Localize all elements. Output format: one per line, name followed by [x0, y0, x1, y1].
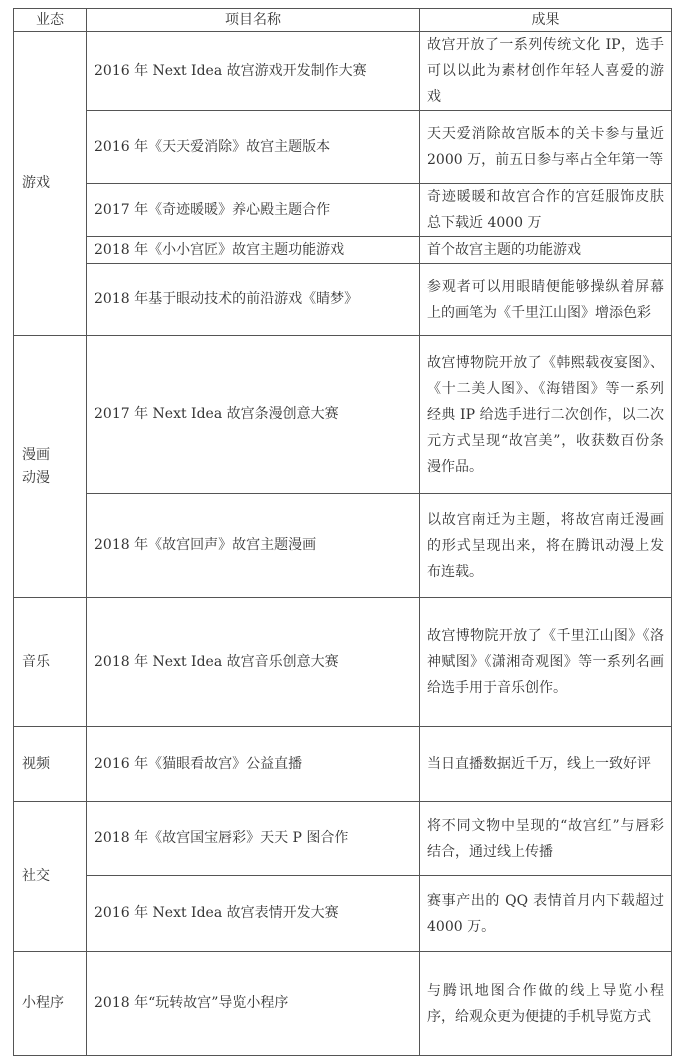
project-name-cell: 2018 年《故宫国宝唇彩》天天 P 图合作 — [87, 802, 420, 876]
category-cell — [14, 727, 87, 802]
category-label: 音乐 — [22, 653, 50, 670]
project-name-cell: 2018 年《故宫回声》故宫主题漫画 — [87, 494, 420, 598]
table-row — [14, 494, 672, 598]
header-row — [14, 9, 672, 32]
project-name-cell: 2017 年《奇迹暖暖》养心殿主题合作 — [87, 184, 420, 237]
category-label: 视频 — [22, 755, 50, 772]
category-cell — [14, 802, 87, 952]
category-cell — [14, 32, 87, 336]
result-cell: 将不同文物中呈现的“故宫红”与唇彩结合，通过线上传播 — [420, 802, 672, 876]
category-cell — [14, 336, 87, 598]
category-label: 漫画动漫 — [22, 446, 50, 486]
project-name-cell: 2016 年 Next Idea 故宫游戏开发制作大赛 — [87, 32, 420, 111]
category-label: 游戏 — [22, 175, 50, 191]
table-row — [14, 264, 672, 336]
table-row — [14, 237, 672, 264]
table-body — [14, 32, 672, 1056]
result-cell: 与腾讯地图合作做的线上导览小程序，给观众更为便捷的手机导览方式 — [420, 952, 672, 1056]
result-cell: 奇迹暖暖和故宫合作的宫廷服饰皮肤总下载近 4000 万 — [420, 184, 672, 237]
result-cell: 故宫开放了一系列传统文化 IP，选手可以以此为素材创作年轻人喜爱的游戏 — [420, 32, 672, 111]
project-name-cell: 2018 年 Next Idea 故宫音乐创意大赛 — [87, 598, 420, 727]
category-cell — [14, 598, 87, 727]
header-category: 业态 — [14, 9, 87, 32]
table-row — [14, 111, 672, 184]
table-row — [14, 727, 672, 802]
result-cell: 天天爱消除故宫版本的关卡参与量近 2000 万，前五日参与率占全年第一等 — [420, 111, 672, 184]
result-cell: 当日直播数据近千万，线上一致好评 — [420, 727, 672, 802]
table-row — [14, 598, 672, 727]
result-cell: 以故宫南迁为主题，将故宫南迁漫画的形式呈现出来，将在腾讯动漫上发布连载。 — [420, 494, 672, 598]
project-name-cell: 2018 年《小小宫匠》故宫主题功能游戏 — [87, 237, 420, 264]
header-project: 项目名称 — [87, 9, 420, 32]
project-name-cell: 2016 年《天天爱消除》故宫主题版本 — [87, 111, 420, 184]
result-cell: 赛事产出的 QQ 表情首月内下载超过 4000 万。 — [420, 876, 672, 952]
project-name-cell: 2017 年 Next Idea 故宫条漫创意大赛 — [87, 336, 420, 494]
category-label: 社交 — [22, 868, 50, 884]
category-label: 小程序 — [22, 995, 64, 1011]
cooperation-table — [13, 8, 672, 1056]
project-name-cell: 2016 年《猫眼看故宫》公益直播 — [87, 727, 420, 802]
result-cell: 故宫博物院开放了《千里江山图》《洛神赋图》《潇湘奇观图》等一系列名画给选手用于音乐创作。 — [420, 598, 672, 727]
result-cell: 参观者可以用眼睛便能够操纵着屏幕上的画笔为《千里江山图》增添色彩 — [420, 264, 672, 336]
category-cell — [14, 952, 87, 1056]
header-result: 成果 — [420, 9, 672, 32]
table-row — [14, 184, 672, 237]
table-row — [14, 32, 672, 111]
result-cell: 故宫博物院开放了《韩熙载夜宴图》、《十二美人图》、《海错图》等一系列经典 IP 给选手进行二次创作，以二次元方式呈现“故宫美”，收获数百份条漫作品。 — [420, 336, 672, 494]
project-name-cell: 2016 年 Next Idea 故宫表情开发大赛 — [87, 876, 420, 952]
result-cell: 首个故宫主题的功能游戏 — [420, 237, 672, 264]
table-row — [14, 876, 672, 952]
table-row — [14, 336, 672, 494]
table-row — [14, 802, 672, 876]
project-name-cell: 2018 年“玩转故宫”导览小程序 — [87, 952, 420, 1056]
project-name-cell: 2018 年基于眼动技术的前沿游戏《睛梦》 — [87, 264, 420, 336]
table-row — [14, 952, 672, 1056]
